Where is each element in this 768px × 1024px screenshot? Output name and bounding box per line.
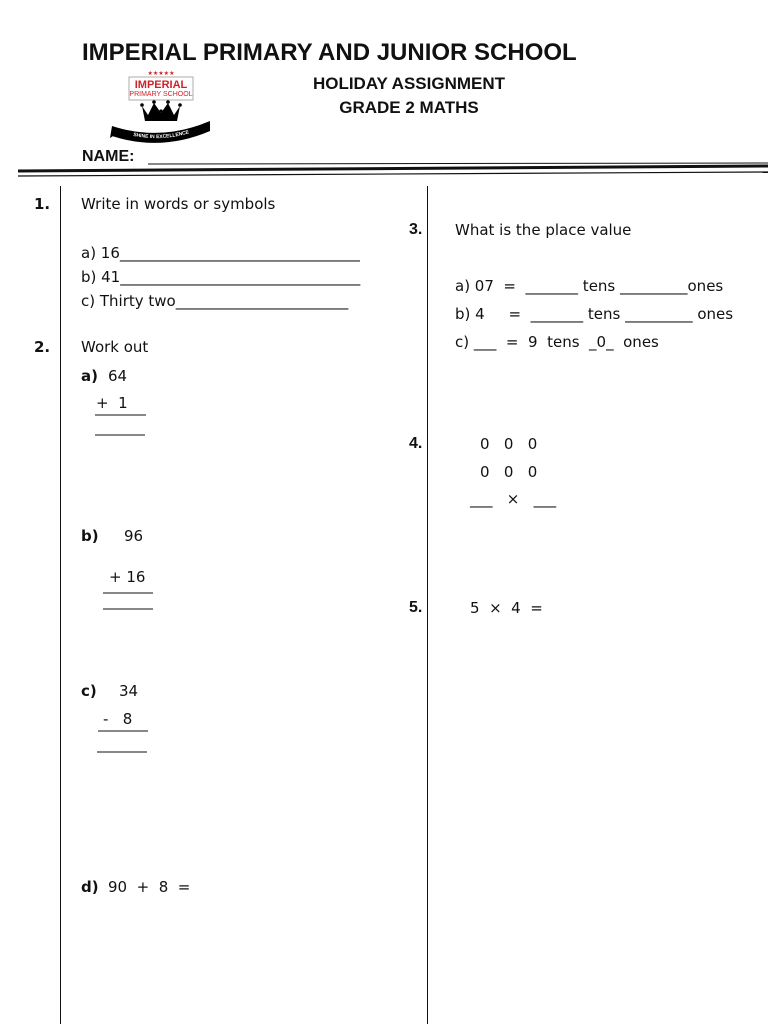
q2a-operand: + 1 [96,394,128,412]
logo-subtitle: PRIMARY SCHOOL [129,91,193,98]
crown-icon [140,100,182,121]
q2c-operand: - 8 [103,710,133,728]
q3-prompt: What is the place value [455,221,632,239]
q2b-top-number: 96 [124,527,144,545]
q2c-label: c) [81,682,97,700]
q1-prompt: Write in words or symbols [81,195,276,213]
q2b-operand: + 16 [109,568,146,586]
q3-item-c: c) ___ = 9 tens _0_ ones [455,333,659,351]
q2d-expression: 90 + 8 = [108,878,191,896]
q1-item-a: a) 16________________________________ [81,244,360,262]
school-logo [110,66,212,148]
q2a-top-number: 64 [108,367,128,385]
q1-item-c: c) Thirty two_______________________ [81,292,349,310]
q2b-label: b) [81,527,99,545]
q3-item-b: b) 4 = _______ tens _________ ones [455,305,734,323]
svg-text:★★★★★: ★★★★★ [147,70,175,77]
q1-item-b: b) 41________________________________ [81,268,361,286]
q4-row-1: 0 0 0 [480,435,538,453]
grade-subject: GRADE 2 MATHS [339,98,479,117]
q2a-label: a) [81,367,98,385]
logo-motto: SHINE IN EXCELLENCE [132,129,190,141]
q5-expression: 5 × 4 = [470,599,543,617]
header-rule-thick [18,166,768,171]
header-rule-thin [18,172,768,176]
school-name: IMPERIAL PRIMARY AND JUNIOR SCHOOL [82,39,577,66]
q3-item-a: a) 07 = _______ tens _________ones [455,277,724,295]
q4-row-3: ___ × ___ [470,490,557,508]
q4-number: 4. [409,435,423,452]
assignment-title: HOLIDAY ASSIGNMENT [312,74,506,93]
logo-stars [148,70,175,77]
name-label: NAME: [82,148,135,165]
logo-title: IMPERIAL [134,79,188,91]
q2c-top-number: 34 [119,682,139,700]
q3-number: 3. [409,221,423,238]
q4-row-2: 0 0 0 [480,463,538,481]
q2-number: 2. [34,338,51,356]
q1-number: 1. [34,195,51,213]
name-underline [148,163,768,164]
q2d-label: d) [81,878,99,896]
q2-prompt: Work out [81,338,149,356]
q5-number: 5. [409,599,423,616]
